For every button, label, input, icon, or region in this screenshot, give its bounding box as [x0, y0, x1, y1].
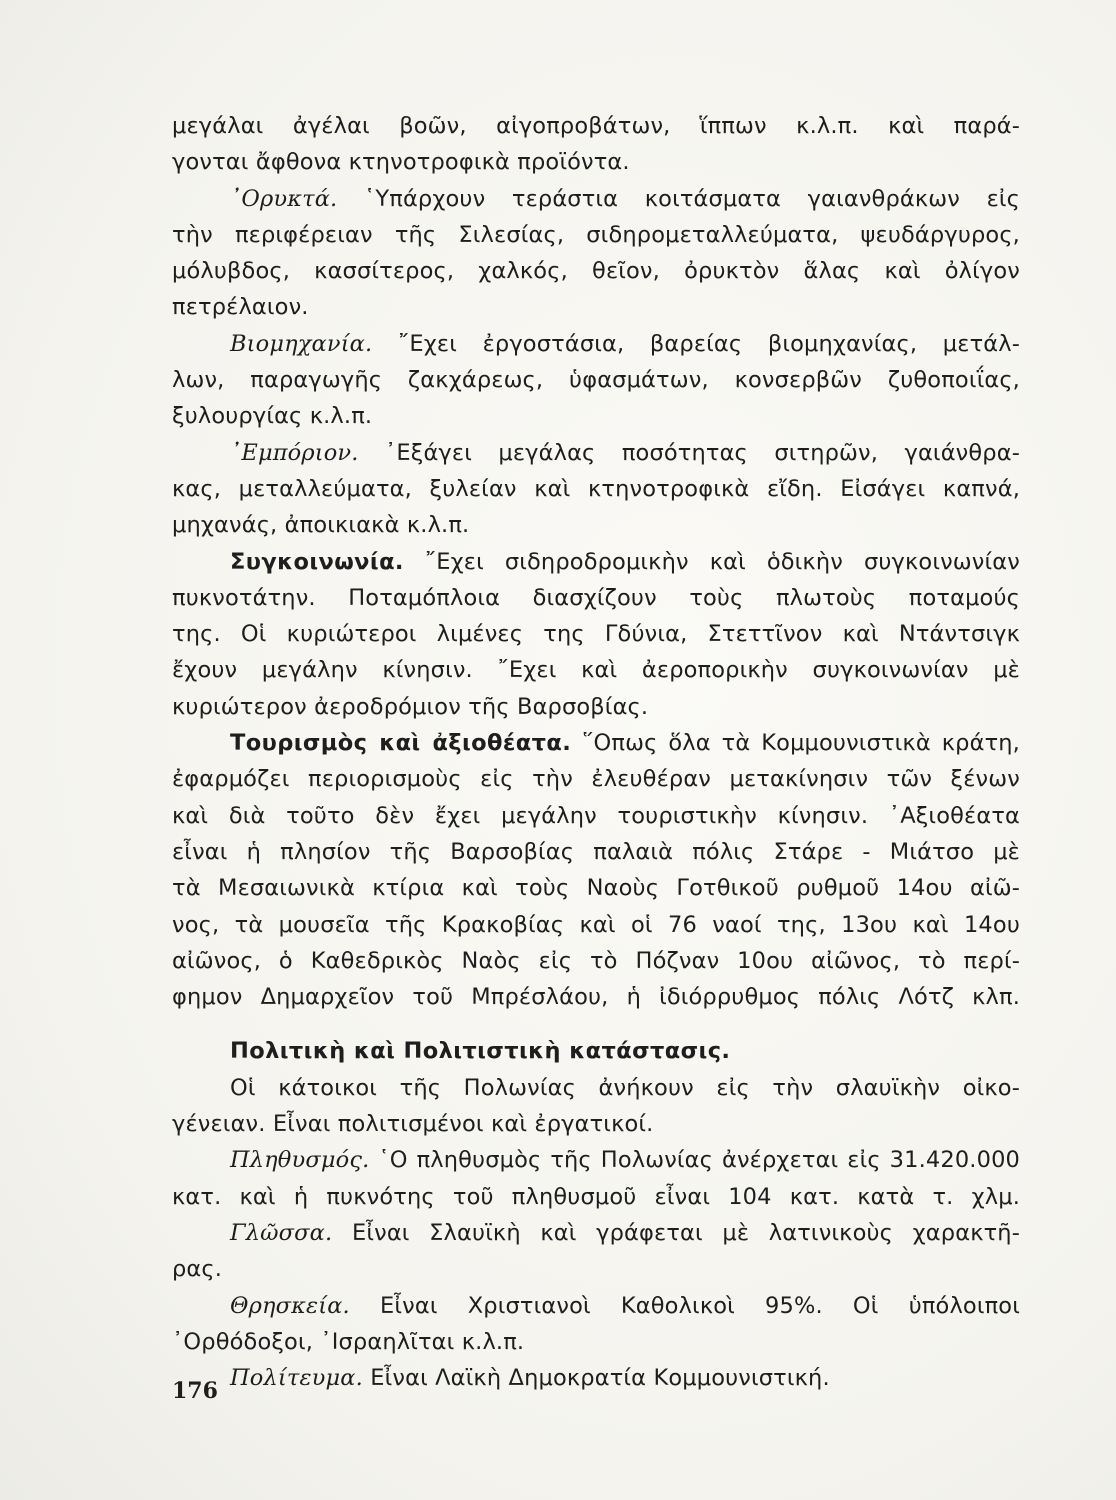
paragraph-first-text: ῾Υπάρχουν τεράστια κοιτάσματα γαιανθράκων εἰς — [363, 185, 1020, 212]
paragraph-first-text: ῎Εχει ἐργοστάσια, βαρείας βιομηχανίας, μετάλ- — [397, 330, 1020, 357]
paragraph-first-text: ῞Οπως ὅλα τὰ Κομμουνιστικὰ κράτη, — [582, 730, 1020, 757]
paragraph-first-line — [172, 1288, 1020, 1324]
paragraph-first-line: Οἱ κάτοικοι τῆς Πολωνίας ἀνήκουν εἰς τὴν σλαυϊκὴν οἰκο- — [230, 1074, 1020, 1101]
text-line: κας, μεταλλεύματα, ξυλείαν καὶ κτηνοτροφικὰ εἴδη. Εἰσάγει καπνά, — [172, 475, 1020, 502]
text-line: μεγάλαι ἀγέλαι βοῶν, αἰγοπροβάτων, ἵππων κ.λ.π. καὶ παρά- — [172, 113, 1020, 139]
text-line: κατ. καὶ ἡ πυκνότης τοῦ πληθυσμοῦ εἶναι 104 κατ. κατὰ τ. χλμ. — [172, 1183, 1020, 1210]
text-line: ξυλουργίας κ.λ.π. — [172, 403, 373, 430]
text-line: γένειαν. Εἶναι πολιτισμένοι καὶ ἐργατικοί. — [172, 1111, 654, 1138]
text-line: νος, τὰ μουσεῖα τῆς Κρακοβίας καὶ οἱ 76 ναοί της, 13ου καὶ 14ου — [172, 911, 1020, 938]
paragraph-first-text: ῾Ο πληθυσμὸς τῆς Πολωνίας ἀνέρχεται εἰς 31.420.000 — [378, 1147, 1020, 1174]
text-line: καὶ διὰ τοῦτο δὲν ἔχει μεγάλην τουριστικὴν κίνησιν. ᾿Αξιοθέατα — [172, 802, 1020, 829]
text-line: κυριώτερον ἀεροδρόμιον τῆς Βαρσοβίας. — [172, 693, 649, 720]
text-line: τὰ Μεσαιωνικὰ κτίρια καὶ τοὺς Ναοὺς Γοτθικοῦ ρυθμοῦ 14ου αἰῶ- — [172, 875, 1020, 902]
paragraph-lead-industry: Βιομηχανία. — [230, 330, 373, 357]
text-line: λων, παραγωγῆς ζακχάρεως, ὑφασμάτων, κονσερβῶν ζυθοποιΐας, — [172, 367, 1020, 394]
section-gap — [172, 1015, 1020, 1033]
paragraph-first-line — [172, 326, 1020, 362]
paragraph-first-line — [172, 544, 1020, 580]
text-line: ἐφαρμόζει περιορισμοὺς εἰς τὴν ἐλευθέραν μετακίνησιν τῶν ξένων — [172, 766, 1020, 793]
paragraph-lead-language: Γλῶσσα. — [230, 1219, 333, 1246]
text-line: φημον Δημαρχεῖον τοῦ Μπρέσλάου, ἡ ἰδιόρρυθμος πόλις Λότζ κλπ. — [172, 984, 1020, 1011]
text-line: πυκνοτάτην. Ποταμόπλοια διασχίζουν τοὺς πλωτοὺς ποταμούς — [172, 584, 1020, 611]
text-line: πετρέλαιον. — [172, 294, 309, 321]
paragraph-lead-tourism: Τουρισμὸς καὶ ἀξιοθέατα. — [230, 730, 572, 757]
text-line: ᾿Ορθόδοξοι, ᾿Ισραηλῖται κ.λ.π. — [172, 1328, 525, 1355]
paragraph-first-text: ᾿Εξάγει μεγάλας ποσότητας σιτηρῶν, γαιάνθρα- — [384, 439, 1020, 466]
paragraph-first-text: Εἶναι Σλαυϊκὴ καὶ γράφεται μὲ λατινικοὺς χαρακτῆ- — [351, 1219, 1020, 1246]
paragraph-lead-population: Πληθυσμός. — [230, 1147, 370, 1174]
paragraph-first-text: Εἶναι Χριστιανοὶ Καθολικοὶ 95%. Οἱ ὑπόλοιποι — [380, 1292, 1020, 1319]
paragraph-lead-religion: Θρησκεία. — [230, 1292, 350, 1319]
paragraph-lead-transport: Συγκοινωνία. — [230, 548, 404, 575]
paragraph-first-line — [172, 1215, 1020, 1251]
paragraph-first-line — [172, 1360, 1020, 1396]
text-line: ρας. — [172, 1256, 223, 1283]
paragraph-first-line — [172, 435, 1020, 471]
paragraph-lead-trade: ᾿Εμπόριον. — [230, 439, 359, 466]
paragraph-first-text: ῎Εχει σιδηροδρομικὴν καὶ ὁδικὴν συγκοινωνίαν — [424, 548, 1020, 575]
paragraph-first-text: Εἶναι Λαϊκὴ Δημοκρατία Κομμουνιστική. — [370, 1365, 830, 1392]
text-line: μόλυβδος, κασσίτερος, χαλκός, θεῖον, ὀρυκτὸν ἅλας καὶ ὀλίγον — [172, 258, 1020, 285]
text-line: τὴν περιφέρειαν τῆς Σιλεσίας, σιδηρομεταλλεύματα, ψευδάργυρος, — [172, 221, 1020, 248]
page-text — [172, 108, 1020, 1396]
paragraph-first-line — [172, 725, 1020, 761]
text-line: της. Οἱ κυριώτεροι λιμένες της Γδύνια, Στεττῖνον καὶ Ντάντσιγκ — [172, 621, 1020, 648]
text-line: μηχανάς, ἀποικιακὰ κ.λ.π. — [172, 512, 470, 539]
section-heading: Πολιτικὴ καὶ Πολιτιστικὴ κατάστασις. — [230, 1038, 731, 1065]
paragraph-first-line — [172, 181, 1020, 217]
text-line: ἔχουν μεγάλην κίνησιν. ῎Εχει καὶ ἀεροπορικὴν συγκοινωνίαν μὲ — [172, 657, 1020, 684]
paragraph-first-line — [172, 1142, 1020, 1178]
paragraph-lead-government: Πολίτευμα. — [230, 1365, 363, 1392]
text-line: αἰῶνος, ὁ Καθεδρικὸς Ναὸς εἰς τὸ Πόζναν 10ου αἰῶνος, τὸ περί- — [172, 947, 1020, 974]
text-line: εἶναι ἡ πλησίον τῆς Βαρσοβίας παλαιὰ πόλις Στάρε - Μιάτσο μὲ — [172, 838, 1020, 865]
paragraph-lead-minerals: ᾿Ορυκτά. — [230, 185, 338, 212]
page-number: 176 — [172, 1378, 218, 1404]
text-line: γονται ἄφθονα κτηνοτροφικὰ προϊόντα. — [172, 149, 630, 176]
